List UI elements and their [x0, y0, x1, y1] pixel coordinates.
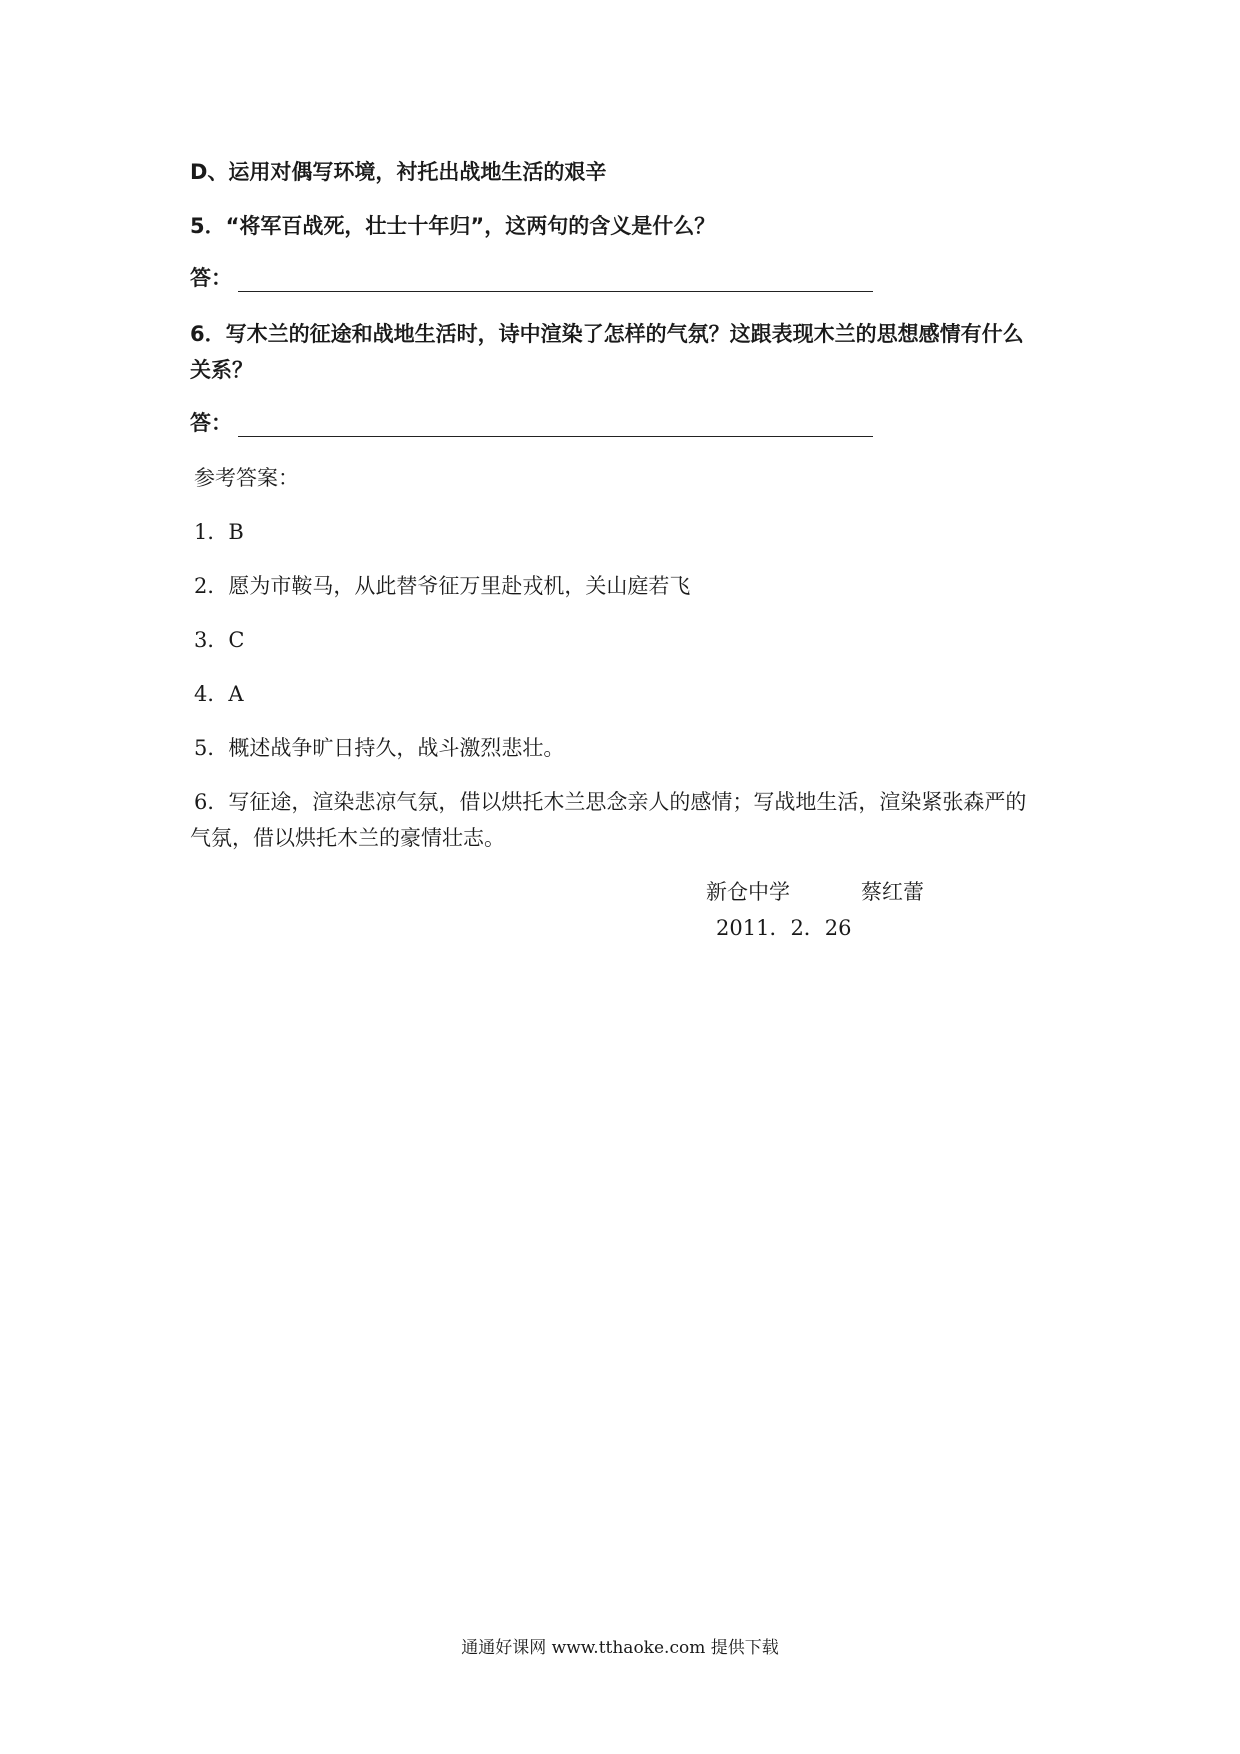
footer-download-notice: 通通好课网 www.tthaoke.com 提供下载: [461, 1638, 779, 1658]
question-4-option-d: D、运用对偶写环境，衬托出战地生活的艰辛: [190, 160, 607, 184]
question-6-line-2: 关系？: [190, 358, 253, 382]
reference-answers-heading: 参考答案：: [194, 466, 299, 490]
question-6-line-1: 6．写木兰的征途和战地生活时，诗中渲染了怎样的气氛？这跟表现木兰的思想感情有什么: [190, 322, 1024, 346]
reference-answer-3: 3．C: [194, 628, 245, 652]
signature-date: 2011．2．26: [716, 916, 852, 940]
reference-answer-1: 1．B: [194, 520, 244, 544]
answer-blank-line[interactable]: [238, 412, 873, 437]
answer-blank-line[interactable]: [238, 267, 873, 292]
question-6-answer-row: [190, 409, 873, 437]
answer-label: 答：: [190, 266, 232, 290]
signature-author: 蔡红蕾: [861, 880, 924, 904]
reference-answer-2: 2．愿为市鞍马，从此替爷征万里赴戎机，关山庭若飞: [194, 574, 691, 598]
reference-answer-5: 5．概述战争旷日持久，战斗激烈悲壮。: [194, 736, 565, 760]
signature-school: 新仓中学: [706, 880, 790, 904]
answer-label: 答：: [190, 411, 232, 435]
question-5: 5．“将军百战死，壮士十年归”，这两句的含义是什么？: [190, 214, 716, 238]
question-5-answer-row: [190, 264, 873, 292]
reference-answer-6-line-2: 气氛，借以烘托木兰的豪情壮志。: [190, 826, 505, 850]
reference-answer-6-line-1: 6．写征途，渲染悲凉气氛，借以烘托木兰思念亲人的感情；写战地生活，渲染紧张森严的: [194, 790, 1027, 814]
reference-answer-4: 4．A: [194, 682, 244, 706]
